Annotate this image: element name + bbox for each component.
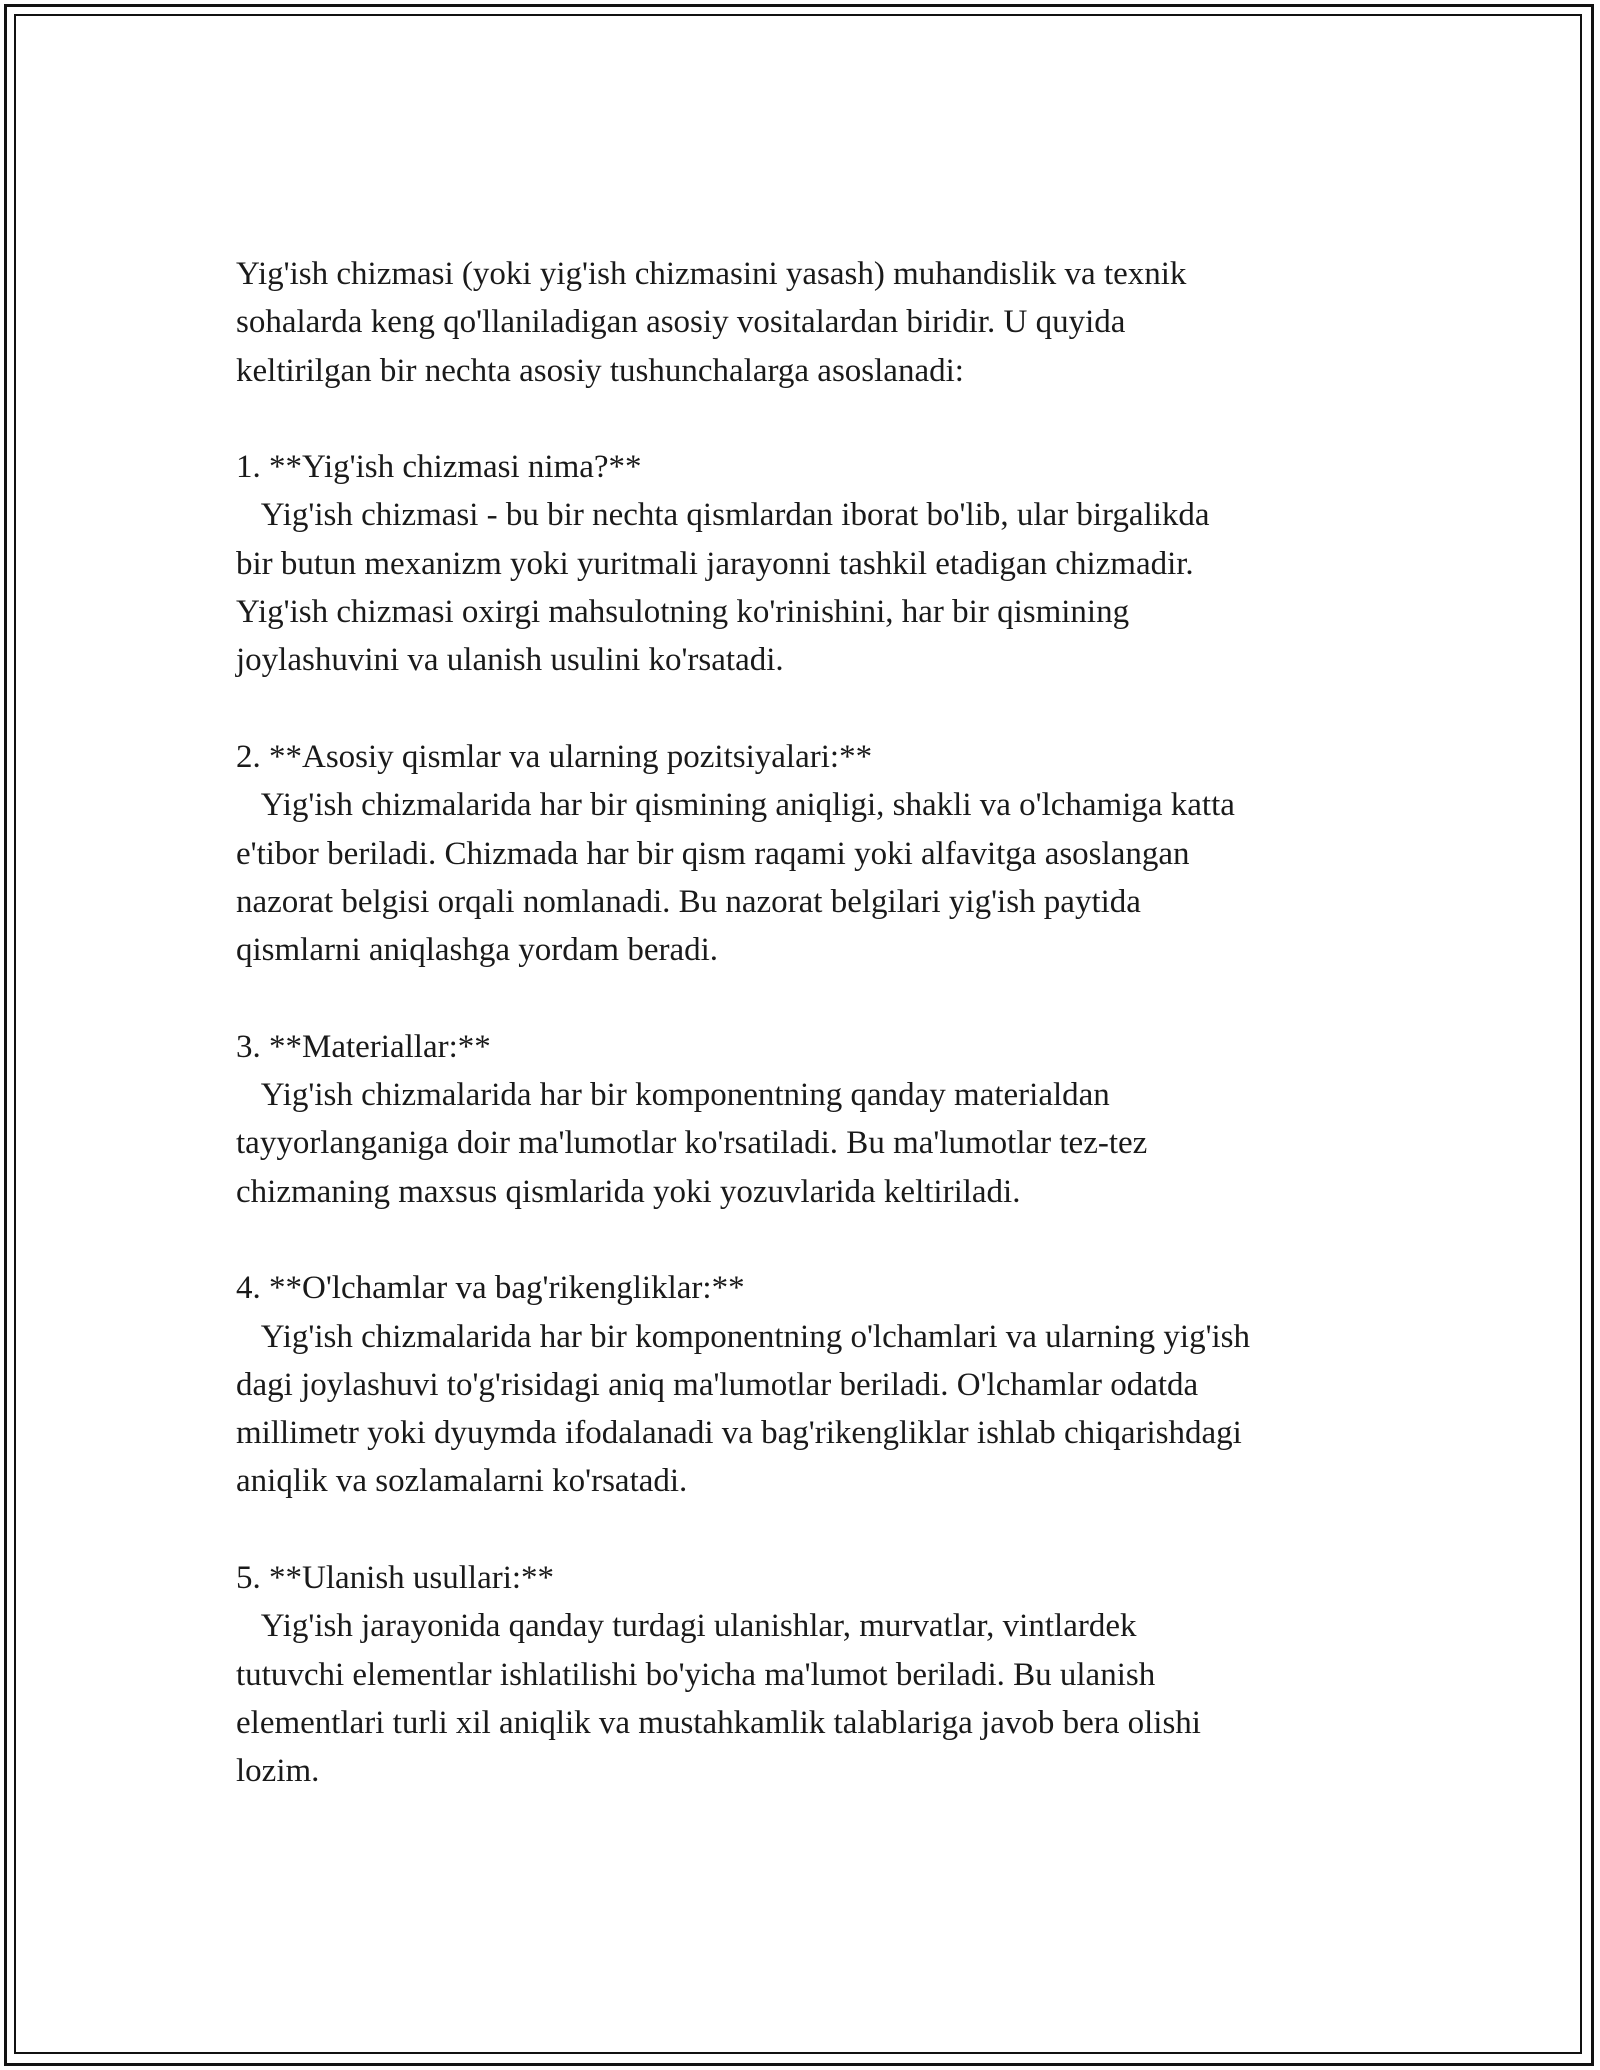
section-3 [236, 1023, 1386, 1216]
intro-paragraph: Yig'ish chizmasi (yoki yig'ish chizmasini yasash) muhandislik va texnik sohalarda keng qo'llaniladigan asosiy vositalardan biridir. U quyida keltirilgan bir nechta asosiy tushunchalarga asoslanadi: [236, 256, 1187, 389]
section-body: Yig'ish jarayonida qanday turdagi ulanishlar, murvatlar, vintlardek tutuvchi elementlar ishlatilishi bo'yicha ma'lumot beriladi. Bu ulanish elementlari turli xil aniqlik va mustahkamlik talablariga javob bera olishi lozim. [236, 1608, 1201, 1790]
section-body: Yig'ish chizmalarida har bir qismining aniqligi, shakli va o'lchamiga katta e'tibor beriladi. Chizmada har bir qism raqami yoki alfavitga asoslangan nazorat belgisi orqali nomlanadi. Bu nazorat belgilari yig'ish paytida qismlarni aniqlashga yordam beradi. [236, 787, 1235, 969]
section-1 [236, 443, 1386, 684]
section-body: Yig'ish chizmalarida har bir komponentning qanday materialdan tayyorlanganiga doir ma'lumotlar ko'rsatiladi. Bu ma'lumotlar tez-tez chizmaning maxsus qismlarida yoki yozuvlarida keltiriladi. [236, 1077, 1148, 1210]
section-5 [236, 1554, 1386, 1795]
section-heading: 2. **Asosiy qismlar va ularning pozitsiyalari:** [236, 738, 873, 775]
section-body: Yig'ish chizmalarida har bir komponentning o'lchamlari va ularning yig'ish dagi joylashuvi to'g'risidagi aniq ma'lumotlar beriladi. O'lchamlar odatda millimetr yoki dyuymda ifodalanadi va bag'rikengliklar ishlab chiqarishdagi aniqlik va sozlamalarni ko'rsatadi. [236, 1318, 1251, 1500]
document-body [236, 250, 1386, 1796]
section-heading: 1. **Yig'ish chizmasi nima?** [236, 449, 642, 486]
section-heading: 5. **Ulanish usullari:** [236, 1560, 555, 1597]
section-4 [236, 1264, 1386, 1505]
section-2 [236, 733, 1386, 974]
section-heading: 4. **O'lchamlar va bag'rikengliklar:** [236, 1270, 745, 1307]
section-body: Yig'ish chizmasi - bu bir nechta qismlardan iborat bo'lib, ular birgalikda bir butun mexanizm yoki yuritmali jarayonni tashkil etadigan chizmadir. Yig'ish chizmasi oxirgi mahsulotning ko'rinishini, har bir qismining joylashuvini va ulanish usulini ko'rsatadi. [236, 497, 1210, 679]
section-heading: 3. **Materiallar:** [236, 1028, 491, 1065]
